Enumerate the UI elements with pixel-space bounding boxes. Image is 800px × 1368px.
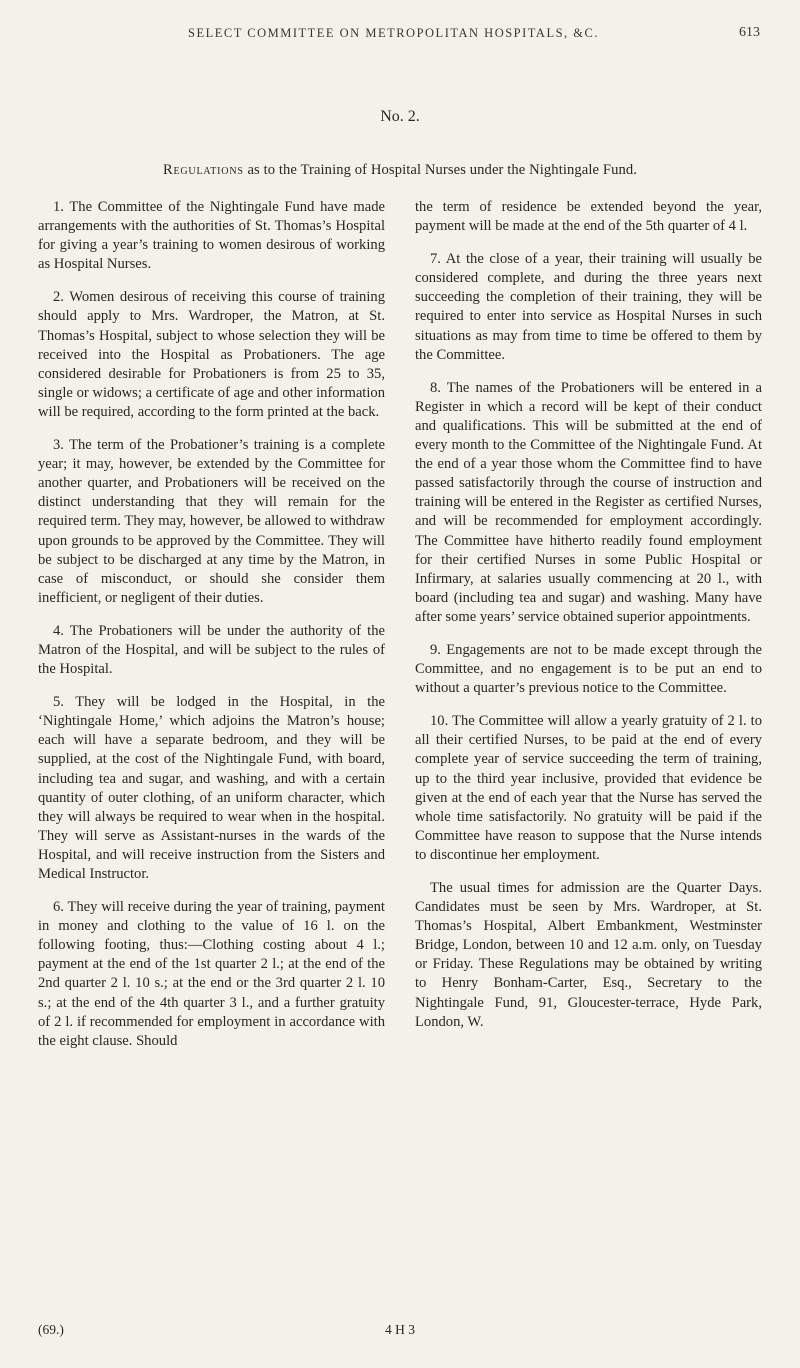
sessional-number: (69.) [38, 1322, 64, 1337]
document-number: No. 2. [380, 108, 420, 125]
admission-notice: The usual times for admission are the Quarter Days. Candidates must be seen by Mrs. Wardroper, at St. Thomas’s Hospital, Albert Embankment, Westminster Bridge, London, between 10 and 12 a.m. only, on Tuesday or Friday. These Regulations may be obtained by writing to Henry Bonham-Carter, Esq., Secretary to the Nightingale Fund, 91, Gloucester-terrace, Hyde Park, London, W. [415, 880, 762, 1030]
right-column [415, 198, 762, 1065]
printer-signature: 4 H 3 [385, 1322, 415, 1337]
regulation-9: 9. Engagements are not to be made except through the Committee, and no engagement is to be put an end to without a quarter’s previous notice to the Committee. [415, 641, 762, 697]
heading-rest: as to the Training of Hospital Nurses under the Nightingale Fund. [243, 162, 638, 178]
page-number: 613 [739, 25, 760, 40]
regulation-8: 8. The names of the Probationers will be entered in a Register in which a record will be kept of their conduct and qualifications. This will be submitted at the end of every month to the Committee of the Nightingale Fund. At the end of a year those whom the Committee find to have passed satisfactorily through the course of instruction and training will be entered in the Register as certified Nurses, and will be recommended for employment accordingly. The Committee have hitherto readily found employment for their certified Nurses in some Public Hospital or Infirmary, at salaries usually commencing at 20 l., with board (including tea and sugar) and washing. Many have after some years’ service obtained superior appointments. [415, 379, 762, 625]
regulation-4: 4. The Probationers will be under the authority of the Matron of the Hospital, and will be subject to the rules of the Hospital. [38, 622, 385, 678]
regulation-2: 2. Women desirous of receiving this course of training should apply to Mrs. Wardroper, the Matron, at St. Thomas’s Hospital, subject to whose selection they will be received into the Hospital as Probationers. The age considered desirable for Probationers is from 25 to 35, single or widows; a certificate of age and other information will be required, according to the form printed at the back. [38, 289, 385, 420]
regulation-6-continued: the term of residence be extended beyond the year, payment will be made at the end of the 5th quarter of 4 l. [415, 199, 762, 235]
running-head-title: SELECT COMMITTEE ON METROPOLITAN HOSPITALS, &C. [188, 26, 599, 40]
regulation-5: 5. They will be lodged in the Hospital, in the ‘Nightingale Home,’ which adjoins the Matron’s house; each will have a separate bedroom, and they will be supplied, at the cost of the Nightingale Fund, with board, including tea and sugar, and washing, and with a certain quantity of outer clothing, of an uniform character, which they will always be required to wear when in the hospital. They will serve as Assistant-nurses in the wards of the Hospital, and will receive instruction from the Sisters and Medical Instructor. [38, 694, 385, 882]
running-head [0, 26, 800, 50]
regulation-1: 1. The Committee of the Nightingale Fund have made arrangements with the authorities of St. Thomas’s Hospital for giving a year’s training to women desirous of working as Hospital Nurses. [38, 199, 385, 273]
regulation-3: 3. The term of the Probationer’s training is a complete year; it may, however, be extended by the Committee for another quarter, and Probationers will be received on the distinct understanding that they will remain for the required term. They may, however, be allowed to withdraw upon grounds to be approved by the Committee. They will be subject to be discharged at any time by the Matron, in case of misconduct, or should she consider them inefficient, or negligent of their duties. [38, 437, 385, 606]
left-column [38, 198, 385, 1065]
regulation-6: 6. They will receive during the year of training, payment in money and clothing to the value of 16 l. on the following footing, thus:—Clothing costing about 4 l.; payment at the end of the 1st quarter 2 l.; at the end of the 2nd quarter 2 l. 10 s.; at the end or the 3rd quarter 2 l. 10 s.; at the end of the 4th quarter 3 l., and a further gratuity of 2 l. if recommended for employment in accordance with the eight clause. Should [38, 899, 385, 1049]
page-footer [0, 1322, 800, 1344]
regulation-10: 10. The Committee will allow a yearly gratuity of 2 l. to all their certified Nurses, to be paid at the end of every complete year of service succeeding the term of training, up to the third year inclusive, provided that evidence be given at the end of each year that the Nurse has served the whole time satisfactorily. No gratuity will be paid if the Committee have reason to suppose that the Nurse intends to discontinue her employment. [415, 713, 762, 863]
document-heading [0, 162, 800, 179]
body-columns [38, 198, 762, 1065]
regulation-7: 7. At the close of a year, their training will usually be considered complete, and during the three years next succeeding the completion of their training, they will be required to enter into service as Hospital Nurses in such situations as may from time to time be offered to them by the Committee. [415, 251, 762, 363]
heading-lead-word: Regulations [162, 162, 244, 178]
